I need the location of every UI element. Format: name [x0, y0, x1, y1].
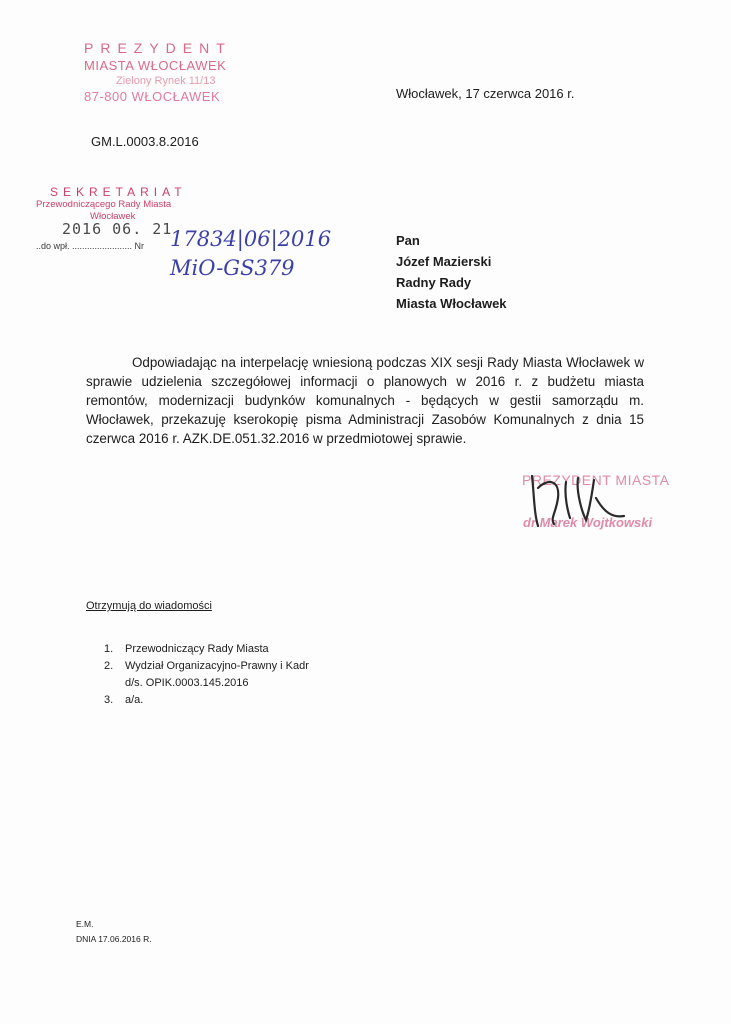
footer-note	[76, 917, 152, 947]
recipient-block	[396, 230, 507, 314]
signature-stamp-title: PREZYDENT MIASTA	[522, 472, 670, 488]
cc-item-number: 1.	[104, 643, 114, 655]
registry-stamp-entry: ..do wpł. ........................ Nr	[36, 241, 145, 251]
registry-stamp-title: SEKRETARIAT	[50, 185, 187, 199]
handwritten-registry-number: 17834|06|2016	[170, 227, 332, 251]
cc-item	[104, 658, 309, 675]
footer-date: DNIA 17.06.2016 R.	[76, 934, 152, 944]
recipient-name: Józef Mazierski	[396, 254, 492, 269]
cc-item-number: 3.	[104, 694, 114, 706]
recipient-institution: Miasta Włocławek	[396, 296, 507, 311]
letter-body-text: Odpowiadając na interpelację wniesioną podczas XIX sesji Rady Miasta Włocławek w sprawie udzielenia szczegółowej informacji o planowych w 2016 r. z budżetu miasta remontów, modernizacji budynków komunalnych - będących w gestii samorządu m. Włocławek, przekazuję kserokopię pisma Administracji Zasobów Komunalnych z dnia 15 czerwca 2016 r. AZK.DE.051.32.2016 w przedmiotowej sprawie.	[86, 355, 644, 446]
signature-stamp-name: dr Marek Wojtkowski	[523, 515, 653, 530]
stamp-line-city: MIASTA WŁOCŁAWEK	[84, 58, 227, 73]
cc-item	[104, 641, 309, 658]
handwritten-signature	[520, 468, 630, 538]
cc-item	[104, 692, 309, 709]
cc-item-text: Wydział Organizacyjno-Prawny i Kadr	[125, 660, 309, 672]
recipient-salutation: Pan	[396, 233, 420, 248]
footer-initials: E.M.	[76, 919, 94, 929]
handwritten-case-number: MiO-GS379	[170, 256, 295, 280]
cc-list	[104, 641, 309, 709]
cc-item-text: a/a.	[125, 694, 144, 706]
recipient-position: Radny Rady	[396, 275, 472, 290]
registry-stamp-office: Przewodniczącego Rady Miasta	[36, 199, 172, 210]
reference-number: GM.L.0003.8.2016	[91, 134, 199, 149]
cc-item-number: 2.	[104, 660, 114, 672]
stamp-line-address: Zielony Rynek 11/13	[116, 75, 216, 87]
stamp-line-postcode: 87-800 WŁOCŁAWEK	[84, 89, 221, 104]
registry-stamp-date: 2016 06. 21	[62, 220, 173, 238]
place-and-date: Włocławek, 17 czerwca 2016 r.	[396, 86, 575, 101]
stamp-line-title: PREZYDENT	[84, 40, 232, 56]
letter-body	[86, 353, 644, 448]
cc-item-subline: d/s. OPIK.0003.145.2016	[125, 677, 249, 689]
registry-stamp-city: Włocławek	[90, 211, 136, 222]
cc-item-text: Przewodniczący Rady Miasta	[125, 643, 269, 655]
cc-title: Otrzymują do wiadomości	[86, 600, 212, 612]
